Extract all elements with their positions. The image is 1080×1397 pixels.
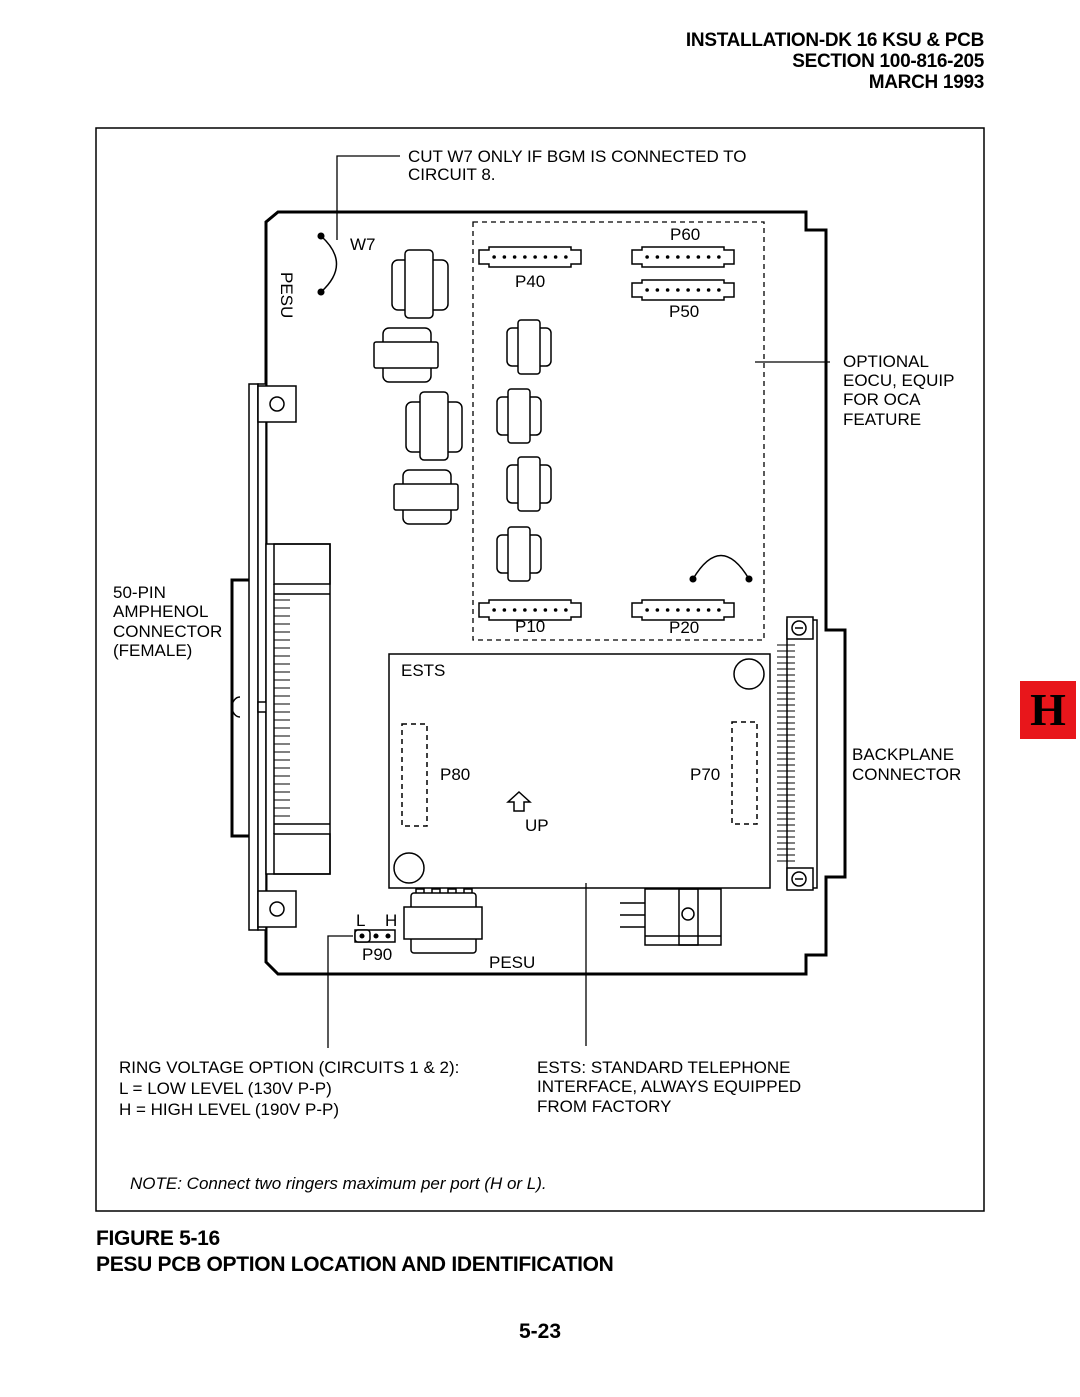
pesu-vertical-label: PESU [277,272,296,319]
h-label: H [385,911,398,930]
pin-header-p20 [632,600,734,620]
p40-label: P40 [515,272,546,291]
optional-label-3: FOR OCA [843,390,921,409]
header-title: INSTALLATION-DK 16 KSU & PCB [685,30,984,51]
up-label: UP [525,816,549,835]
pesu-bottom-label: PESU [489,953,536,972]
cut-w7-note-line1: CUT W7 ONLY IF BGM IS CONNECTED TO [408,147,747,166]
optional-label-2: EOCU, EQUIP [843,371,955,390]
header-date: MARCH 1993 [868,72,984,93]
p90-label: P90 [362,945,393,964]
w7-label: W7 [350,235,376,254]
backplane-label-2: CONNECTOR [852,765,962,784]
ests-label: ESTS [401,661,446,680]
backplane-label-1: BACKPLANE [852,745,955,764]
p60-label: P60 [670,225,701,244]
optional-label-4: FEATURE [843,410,922,429]
p20-label: P20 [669,618,700,637]
p80-label: P80 [440,765,471,784]
transformers [374,250,462,524]
l-label: L [356,911,366,930]
amphenol-connector [266,544,330,874]
page-number: 5-23 [518,1320,562,1343]
ring-voltage-line3: H = HIGH LEVEL (190V P-P) [119,1100,339,1119]
pesu-transformer [404,889,482,953]
backplane-connector [777,617,817,890]
p70-label: P70 [690,765,721,784]
ests-desc-line1: ESTS: STANDARD TELEPHONE [537,1058,791,1077]
pin-header-p50 [632,280,734,300]
amphenol-label-1: 50-PIN [113,583,166,602]
eocu-components [497,320,752,582]
amphenol-label-3: CONNECTOR [113,622,223,641]
p90-jumper [355,930,395,942]
p10-label: P10 [515,617,546,636]
header-section: SECTION 100-816-205 [792,51,984,72]
cut-w7-note-line2: CIRCUIT 8. [408,165,496,184]
figure-title: PESU PCB OPTION LOCATION AND IDENTIFICATION [96,1253,614,1276]
optional-label-1: OPTIONAL [843,352,929,371]
pin-header-p40 [479,247,581,267]
section-tab-h: H [1020,681,1076,739]
amphenol-label-4: (FEMALE) [113,641,193,660]
w7-jumper [318,233,336,295]
ring-voltage-line1: RING VOLTAGE OPTION (CIRCUITS 1 & 2): [119,1058,460,1077]
amphenol-label-2: AMPHENOL [113,602,209,621]
regulator-component [620,889,721,945]
pin-header-p60 [632,247,734,267]
figure-number: FIGURE 5-16 [96,1227,220,1250]
p50-label: P50 [669,302,700,321]
ests-desc-line3: FROM FACTORY [537,1097,672,1116]
ringer-note: NOTE: Connect two ringers maximum per port (H or L). [130,1174,547,1193]
ests-desc-line2: INTERFACE, ALWAYS EQUIPPED [537,1077,802,1096]
ring-voltage-line2: L = LOW LEVEL (130V P-P) [119,1079,332,1098]
figure-caption [96,1226,614,1278]
